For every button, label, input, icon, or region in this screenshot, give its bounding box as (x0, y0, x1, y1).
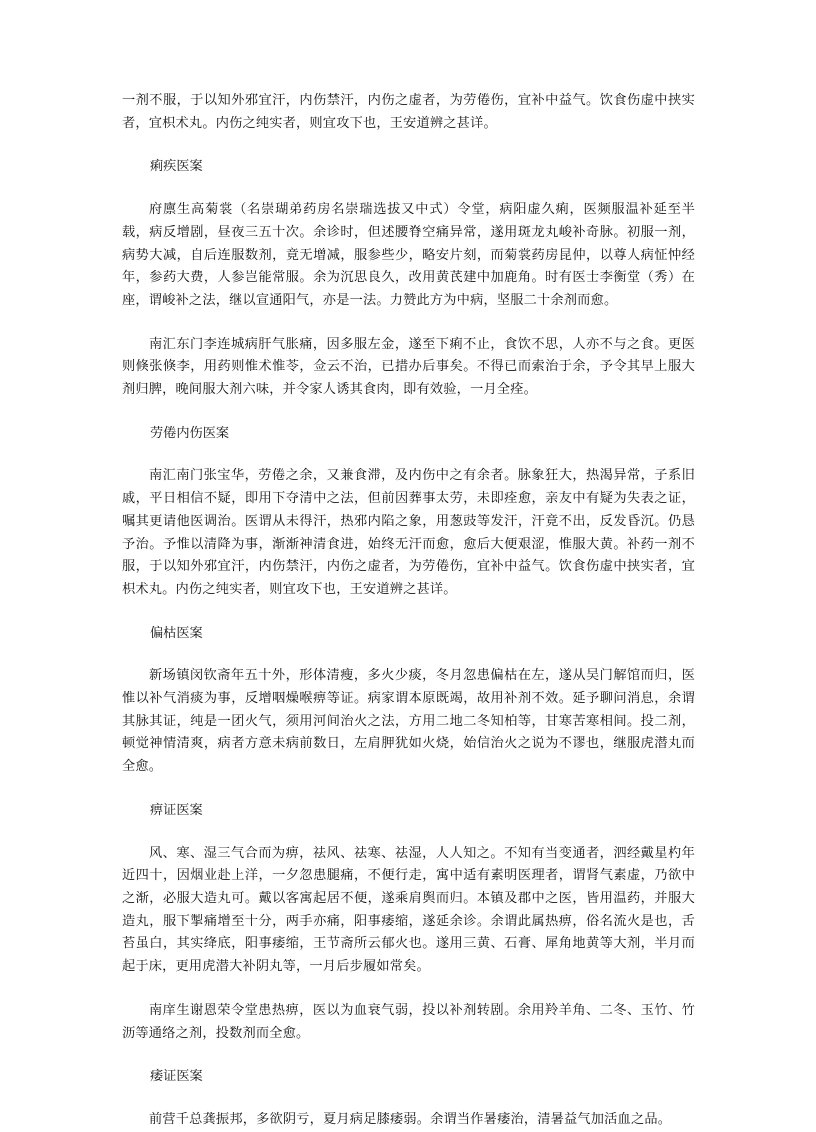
paragraph: 南汇东门李连城病肝气胀痛，因多服左金，遂至下痢不止，食饮不思，人亦不与之食。更医则倏张倏李，用药则惟术惟苓，佥云不治，已措办后事矣。不得已而索治于余，予令其早上服大剂归脾，晚间服大剂六味，并令家人诱其食肉，即有效验，一月全痊。 (122, 336, 695, 398)
section-heading: 痿证医案 (150, 1069, 203, 1085)
section-heading: 偏枯医案 (150, 625, 203, 641)
section-heading: 痢疾医案 (150, 159, 203, 175)
section-heading: 痹证医案 (150, 802, 203, 818)
paragraph: 南庠生谢恩荣令堂患热痹，医以为血衰气弱，投以补剂转剧。余用羚羊角、二冬、玉竹、竹沥等通络之剂，投数剂而全愈。 (122, 1002, 695, 1041)
section-heading: 劳倦内伤医案 (150, 425, 230, 441)
paragraph: 前营千总龚振邦，多欲阴亏，夏月病足膝痿弱。余谓当作暑痿治，清暑益气加活血之品。 (149, 1111, 672, 1127)
paragraph: 风、寒、湿三气合而为痹，祛风、祛寒、祛湿，人人知之。不知有当变通者，泗经戴星杓年近四十，因烟业赴上洋，一夕忽患腿痛，不便行走，寓中适有素明医理者，谓肾气素虚，乃欲中之渐，必服大造丸可。戴以客寓起居不便，遂乘肩舆而归。本镇及郡中之医，皆用温药，并服大造丸，服下掣痛增至十分，两手亦痛，阳事痿缩，遂延余诊。余谓此属热痹，俗名流火是也，舌苔虽白，其实绛底，阳事痿缩，王节斋所云郁火也。遂用三黄、石膏、犀角地黄等大剂，半月而起于床，更用虎潜大补阴丸等，一月后步履如常矣。 (122, 845, 695, 975)
paragraph: 新场镇闵钦斋年五十外，形体清瘦，多火少痰，冬月忽患偏枯在左，遂从吴门解馆而归，医惟以补气消痰为事，反增咽燥喉痹等证。病家谓本原既竭，故用补剂不效。延予聊问消息，余谓其脉其证，纯是一团火气，须用河间治火之法，方用二地二冬知柏等，甘寒苦寒相间。投二剂，顿觉神情清爽，病者方意未病前数日，左肩胛犹如火烧，始信治火之说为不谬也，继服虎潜丸而全愈。 (122, 668, 695, 775)
paragraph: 府廪生高菊裳（名崇瑚弟药房名崇瑞选拔又中式）令堂，病阳虚久痢，医频服温补延至半载，病反增剧，昼夜三五十次。余诊时，但述腰脊空痛异常，遂用斑龙丸峻补奇脉。初服一剂，病势大减，自后连服数剂，竟无增减，服参些少，略安片刻，而菊裳药房昆仲，以尊人病怔忡经年，参药大费，人参岂能常服。余为沉思良久，改用黄芪建中加鹿角。时有医士李衡堂（秀）在座，谓峻补之法，继以宣通阳气，亦是一法。力赞此方为中病，坚服二十余剂而愈。 (122, 202, 695, 308)
paragraph: 南汇南门张宝华，劳倦之余，又兼食滞，及内伤中之有余者。脉象狂大，热渴异常，子系旧戚，平日相信不疑，即用下夺清中之法，但前因葬事太劳，未即痊愈，亲友中有疑为失表之证，嘱其更请他医调治。医谓从未得汗，热邪内陷之象，用葱豉等发汗，汗竟不出，反发昏沉。仍恳予治。予惟以清降为事，渐渐神清食进，始终无汗而愈，愈后大便艰涩，惟服大黄。补药一剂不服，于以知外邪宜汗，内伤禁汗，内伤之虚者，为劳倦伤，宜补中益气。饮食伤虚中挟实者，宜枳术丸。内伤之纯实者，则宜攻下也，王安道辨之甚详。 (122, 468, 695, 597)
page-content (122, 90, 695, 1132)
paragraph: 一剂不服，于以知外邪宜汗，内伤禁汗，内伤之虚者，为劳倦伤，宜补中益气。饮食伤虚中挟实者，宜枳术丸。内伤之纯实者，则宜攻下也，王安道辨之甚详。 (122, 93, 695, 131)
